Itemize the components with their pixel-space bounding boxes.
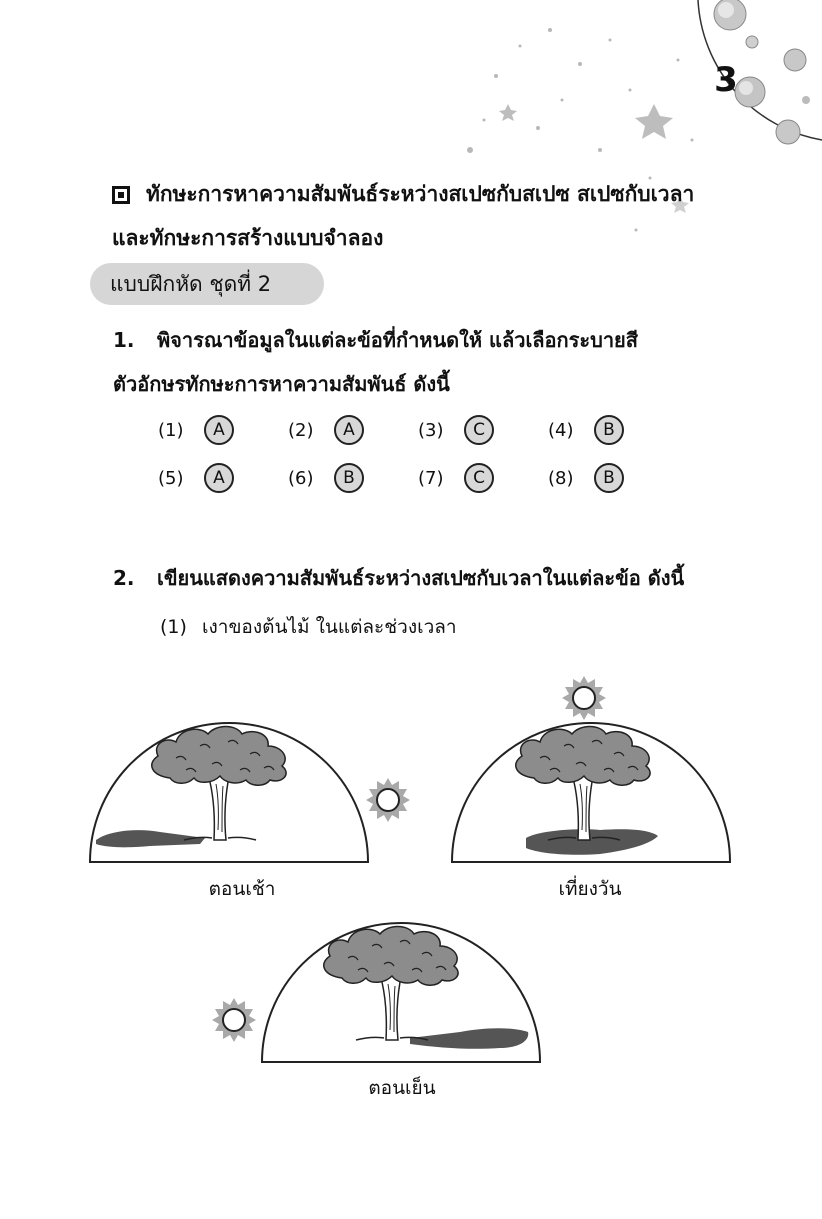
caption-noon: เที่ยงวัน — [558, 878, 622, 900]
answer-label: (3) — [418, 419, 444, 441]
answer-label: (6) — [288, 467, 314, 489]
answer-label: (7) — [418, 467, 444, 489]
page-number: 3 — [714, 60, 738, 100]
sun-noon-icon — [562, 676, 606, 720]
answer-item — [548, 415, 678, 445]
answer-label: (8) — [548, 467, 574, 489]
dome-morning — [90, 723, 410, 862]
answer-item — [158, 463, 288, 493]
heading-line-1: ทักษะการหาความสัมพันธ์ระหว่างสเปซกับสเปซ สเปซกับเวลา — [146, 182, 695, 206]
answer-label: (2) — [288, 419, 314, 441]
checkbox-bullet-icon — [112, 186, 130, 204]
answer-item — [288, 415, 418, 445]
answer-label: (1) — [158, 419, 184, 441]
section-heading — [112, 172, 732, 260]
answer-item — [418, 415, 548, 445]
answer-choice-circle: B — [594, 463, 624, 493]
answer-item — [418, 463, 548, 493]
answer-choice-circle: C — [464, 463, 494, 493]
question-1-line-2: ตัวอักษรทักษะการหาความสัมพันธ์ ดังนี้ — [113, 372, 450, 396]
question-1-line-1: พิจารณาข้อมูลในแต่ละข้อที่กำหนดให้ แล้วเลือกระบายสี — [157, 328, 638, 352]
caption-evening: ตอนเย็น — [368, 1077, 436, 1099]
sun-morning-icon — [366, 778, 410, 822]
answer-choice-circle: B — [334, 463, 364, 493]
dome-evening — [212, 923, 540, 1062]
caption-morning: ตอนเช้า — [208, 878, 276, 900]
answer-choice-circle: A — [334, 415, 364, 445]
answer-label: (4) — [548, 419, 574, 441]
tree-shadow-illustrations — [0, 660, 822, 1110]
answer-item — [158, 415, 288, 445]
question-2 — [113, 558, 733, 598]
question-1 — [113, 318, 733, 406]
dome-noon — [452, 676, 730, 862]
heading-line-2: และทักษะการสร้างแบบจำลอง — [112, 226, 384, 250]
answer-row — [158, 454, 678, 502]
answer-choice-circle: B — [594, 415, 624, 445]
sub-question-1-number: (1) — [160, 616, 187, 638]
answer-item — [548, 463, 678, 493]
answer-grid — [158, 406, 678, 502]
exercise-label: แบบฝึกหัด ชุดที่ 2 — [90, 263, 324, 305]
question-2-number: 2. — [113, 566, 135, 590]
sub-question-1-text: เงาของต้นไม้ ในแต่ละช่วงเวลา — [202, 616, 457, 638]
question-2-text: เขียนแสดงความสัมพันธ์ระหว่างสเปซกับเวลาในแต่ละข้อ ดังนี้ — [157, 566, 685, 590]
answer-item — [288, 463, 418, 493]
answer-label: (5) — [158, 467, 184, 489]
question-1-number: 1. — [113, 328, 135, 352]
sun-evening-icon — [212, 998, 256, 1042]
answer-choice-circle: A — [204, 415, 234, 445]
answer-choice-circle: C — [464, 415, 494, 445]
answer-row — [158, 406, 678, 454]
answer-choice-circle: A — [204, 463, 234, 493]
sub-question-1 — [160, 610, 660, 644]
